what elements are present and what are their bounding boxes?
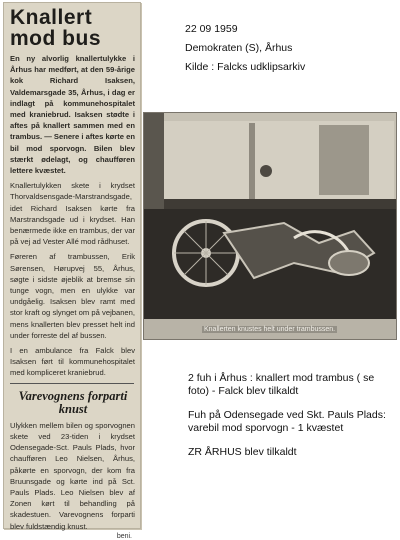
newspaper-clipping xyxy=(3,2,141,540)
summary-line-2: Fuh på Odensegade ved Skt. Pauls Plads: varebil mod sporvogn - 1 kvæstet xyxy=(188,409,386,434)
clipping-headline: Knallert mod bus xyxy=(10,6,101,50)
summary-line-3: ZR ÅRHUS blev tilkaldt xyxy=(188,446,297,458)
clipping-paragraph-2: Knallertulykken skete i krydset Thorvaldsensgade-Marstrandsgade, idet Richard Isaksen kørte fra Marstrandsgade ud i krydset. Han benærmede ikke en trambus, der var på vej ad Vester Allé mod rådhuset. xyxy=(10,181,135,247)
archive-source: Demokraten (S), Århus xyxy=(185,42,293,54)
clipping-signoff: beni. xyxy=(116,532,132,540)
clipping-subheadline: Varevognens forparti knust xyxy=(18,388,128,416)
clipping-lead-paragraph: En ny alvorlig knallertulykke i Århus har medført, at den 59-årige kok Richard Isaksen, Valdemarsgade 35, Århus, i dag er indlagt på kommunehospitalet med kraniebrud. Isaksen stødte i aftes på knallert sammen med en trambus. — Senere i aftes kørte en bil mod sporvogn. Bilen blev stærkt ødelagt, og chaufføren lettere kvæstet. xyxy=(10,54,135,176)
accident-photo xyxy=(143,112,397,340)
clipping-paragraph-3: Føreren af trambussen, Erik Sørensen, Hørupvej 55, Århus, søgte i sidste øjeblik at bremse sin tunge vogn, men en ulykke var undgåelig. Isaksen blev ramt med stor kraft og slynget om på vejbanen, mens knallerten blev presset helt ind under forreste del af bussen. xyxy=(10,252,135,340)
clipping-divider xyxy=(10,383,134,384)
archive-note-header xyxy=(185,20,305,77)
archive-kilde: Kilde : Falcks udklipsarkiv xyxy=(185,61,306,73)
accident-photo-illustration xyxy=(144,113,396,339)
archive-note-summary xyxy=(188,372,388,471)
photo-caption: Knallerten knustes helt under trambussen. xyxy=(204,326,336,333)
clipping-paragraph-4: I en ambulance fra Falck blev Isaksen ført til kommunehospitalet med kompliceret kraniebrud. xyxy=(10,346,135,378)
archive-date: 22 09 1959 xyxy=(185,23,238,35)
clipping-paragraph-5: Ulykken mellem bilen og sporvognen skete ved 23-tiden i krydset Odensegade-Sct. Pauls Plads, hvor chaufføren Leo Nielsen, Århus, påkørte en sporvogn, der kom fra Bruunsgade og kørte ind på Sct. Pauls Plads. Leo Nielsen blev af Zonen kørt til behandling på skadestuen. Varevognens forparti blev fuldstændig knust. xyxy=(10,420,135,531)
summary-line-1: 2 fuh i Århus : knallert mod trambus ( se foto) - Falck blev tilkaldt xyxy=(188,372,375,397)
